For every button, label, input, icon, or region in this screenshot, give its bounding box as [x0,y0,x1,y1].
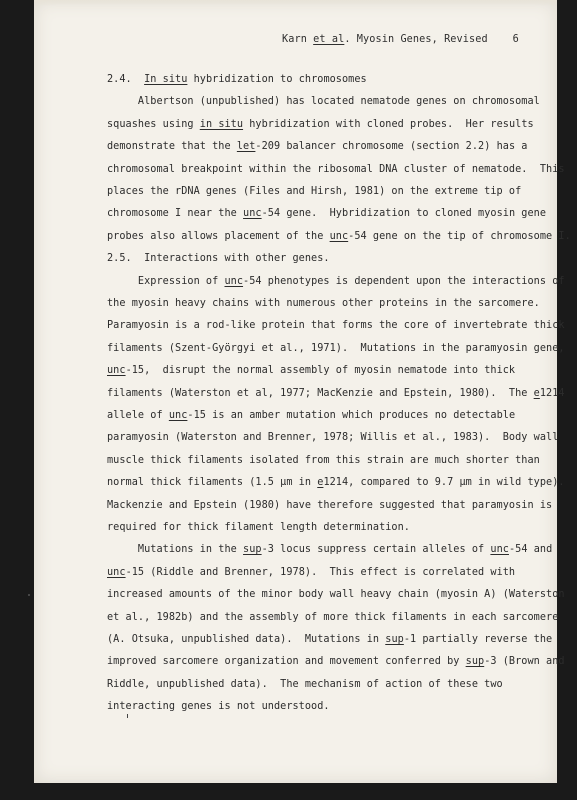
text-line [107,589,565,601]
text-run: improved sarcomere organization and movement conferred by [107,656,466,668]
text-run: Mackenzie and Epstein (1980) have therefore suggested that paramyosin is [107,499,553,511]
header-author: Karn [282,34,307,45]
text-run: hybridization with cloned probes. Her results [243,118,534,130]
text-run: -54 gene on the tip of chromosome I. [348,230,571,242]
text-run: 2.4. [107,74,145,85]
text-run: -15 (Riddle and Brenner, 1978). This effect is correlated with [125,566,516,578]
text-run: Albertson (unpublished) has located nematode genes on chromosomal [107,96,540,108]
text-run: Expression of [107,275,225,287]
text-line [107,208,546,220]
text-run: 1214 [539,387,565,399]
text-line [107,432,558,444]
underlined-term: unc [224,275,244,287]
text-run: -54 gene. Hybridization to cloned myosin gene [261,208,547,220]
text-line [107,164,565,176]
ink-mark [127,714,128,718]
text-run: places the rDNA genes (Files and Hirsh, 1981) on the extreme tip of [107,186,522,197]
text-run: allele of [107,410,169,421]
text-line [107,141,528,153]
text-run: chromosomal breakpoint within the ribosomal DNA cluster of nematode. This [107,163,565,175]
text-line [107,119,534,131]
margin-mark [28,594,30,596]
underlined-term: sup [243,544,262,556]
header-etal: et al [313,34,345,45]
underlined-term: unc [490,544,509,556]
text-run: et al., 1982b) and the assembly of more thick filaments in each sarcomere [107,611,559,623]
text-run: -54 phenotypes is dependent upon the interactions of [243,275,565,287]
underlined-term: unc [107,365,126,377]
text-line [107,567,515,579]
document-page [34,0,571,783]
text-run: the myosin heavy chains with numerous other proteins in the sarcomere. [107,298,540,309]
text-line [107,679,503,691]
underlined-term: unc [243,208,262,220]
text-line [107,612,558,624]
page-number: 6 [512,34,519,45]
text-run: 1214, compared to 9.7 µm in wild type). [323,477,565,489]
text-run: squashes using [107,118,200,130]
header-title: . Myosin Genes, Revised [344,34,488,45]
text-line [107,388,565,400]
text-run: chromosome I near the [107,208,244,220]
running-header [282,34,519,45]
text-line [107,298,540,310]
text-line [107,477,565,489]
text-line [107,231,571,243]
text-line [107,522,410,534]
text-line [107,343,565,355]
text-line [107,74,367,86]
underlined-term: unc [107,566,126,578]
text-run: -15 is an amber mutation which produces no detectable [187,410,516,421]
text-run: hybridization to chromosomes [187,74,367,85]
text-line [107,500,552,512]
underlined-term: sup [385,634,404,645]
text-run: Riddle, unpublished data). The mechanism of action of these two [107,678,503,690]
text-run: normal thick filaments (1.5 µm in [107,477,318,489]
text-run: increased amounts of the minor body wall heavy chain (myosin A) (Waterston [107,589,565,601]
text-line [107,410,515,422]
text-run: -54 and [508,544,553,556]
text-run: -3 locus suppress certain alleles of [261,544,491,556]
text-run: (A. Otsuka, unpublished data). Mutations in [107,634,386,645]
text-line [107,656,565,668]
text-run: probes also allows placement of the [107,230,330,242]
underlined-term: let [236,141,256,153]
text-line [107,320,565,332]
text-line [107,276,565,288]
text-line [107,544,552,556]
text-run: required for thick filament length determination. [107,522,410,533]
text-run: filaments (Szent-Györgyi et al., 1971). Mutations in the paramyosin gene, [107,342,565,354]
text-run: muscle thick filaments isolated from this strain are much shorter than [107,454,540,466]
text-run: 2.5. Interactions with other genes. [107,253,330,265]
underlined-term: unc [329,230,349,242]
text-run: Mutations in the [107,544,244,556]
text-line [107,365,515,377]
underlined-term: e [317,477,324,489]
text-run: -1 partially reverse the [403,634,553,645]
text-line [107,186,521,198]
text-run: interacting genes is not understood. [107,701,330,713]
text-run: -209 balancer chromosome (section 2.2) has a [255,141,528,153]
text-run: filaments (Waterston et al, 1977; MacKenzie and Epstein, 1980). The [107,387,534,399]
text-run: -3 (Brown and [484,656,565,668]
text-line [107,634,552,646]
text-line [107,455,540,467]
underlined-term: sup [465,656,485,668]
underlined-term: in situ [199,118,244,130]
text-run: paramyosin (Waterston and Brenner, 1978; Willis et al., 1983). Body wall [107,432,559,444]
text-line [107,701,330,713]
text-run: -15, disrupt the normal assembly of myosin nematode into thick [125,365,516,377]
text-run: Paramyosin is a rod-like protein that forms the core of invertebrate thick [107,320,565,332]
text-line [107,253,330,265]
underlined-term: In situ [144,74,188,85]
text-run: demonstrate that the [107,141,237,153]
text-line [107,96,540,108]
underlined-term: unc [168,410,188,421]
underlined-term: e [533,387,540,399]
